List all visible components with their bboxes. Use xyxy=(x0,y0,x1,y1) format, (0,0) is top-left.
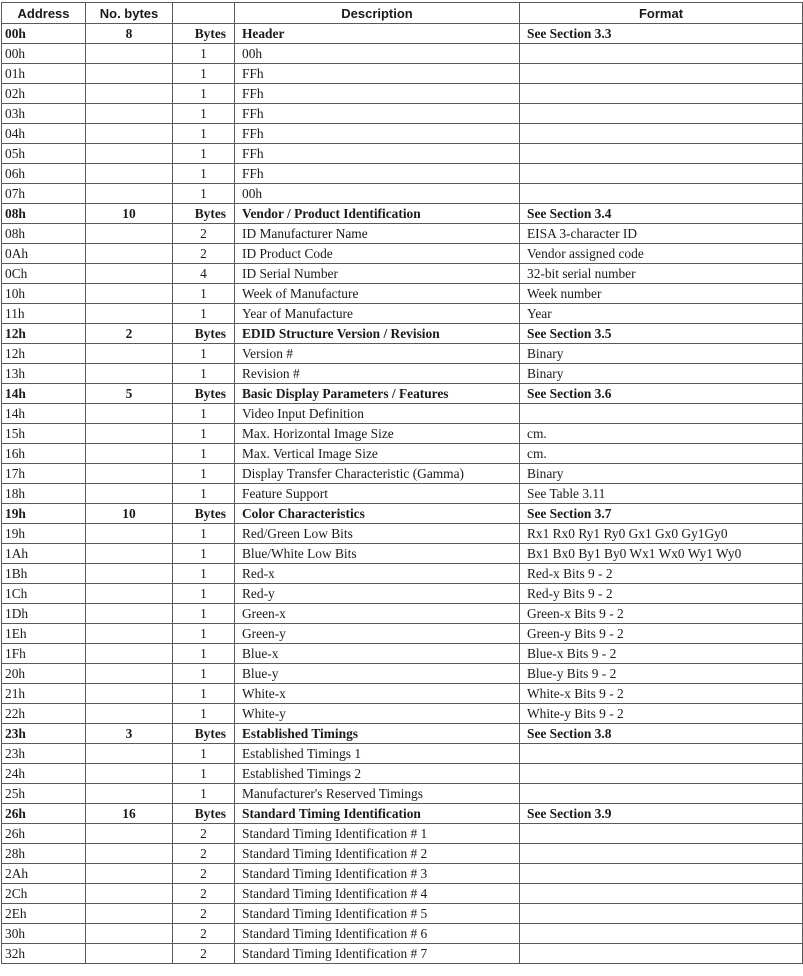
cell-format xyxy=(520,764,803,784)
cell-format xyxy=(520,884,803,904)
cell-address: 14h xyxy=(2,404,86,424)
cell-unit: 2 xyxy=(173,844,235,864)
cell-format: EISA 3-character ID xyxy=(520,224,803,244)
cell-description: White-y xyxy=(235,704,520,724)
cell-format xyxy=(520,184,803,204)
header-format: Format xyxy=(520,3,803,24)
cell-description: Red/Green Low Bits xyxy=(235,524,520,544)
cell-no-bytes: 8 xyxy=(86,24,173,44)
cell-format: See Section 3.6 xyxy=(520,384,803,404)
cell-address: 1Bh xyxy=(2,564,86,584)
cell-format: Binary xyxy=(520,464,803,484)
table-row xyxy=(2,904,803,924)
header-description: Description xyxy=(235,3,520,24)
cell-format xyxy=(520,84,803,104)
cell-unit: Bytes xyxy=(173,724,235,744)
cell-no-bytes xyxy=(86,624,173,644)
cell-address: 00h xyxy=(2,24,86,44)
cell-address: 1Fh xyxy=(2,644,86,664)
cell-no-bytes xyxy=(86,244,173,264)
table-row xyxy=(2,764,803,784)
cell-unit: 1 xyxy=(173,644,235,664)
cell-address: 26h xyxy=(2,804,86,824)
cell-unit: 1 xyxy=(173,124,235,144)
cell-description: Max. Horizontal Image Size xyxy=(235,424,520,444)
cell-description: Vendor / Product Identification xyxy=(235,204,520,224)
table-row xyxy=(2,224,803,244)
cell-no-bytes xyxy=(86,604,173,624)
cell-unit: 1 xyxy=(173,444,235,464)
cell-description: Feature Support xyxy=(235,484,520,504)
table-row xyxy=(2,164,803,184)
table-row xyxy=(2,604,803,624)
table-row xyxy=(2,344,803,364)
cell-description: Blue/White Low Bits xyxy=(235,544,520,564)
cell-no-bytes xyxy=(86,744,173,764)
cell-unit: 2 xyxy=(173,944,235,964)
cell-address: 2Ch xyxy=(2,884,86,904)
cell-unit: 2 xyxy=(173,904,235,924)
cell-description: FFh xyxy=(235,104,520,124)
cell-description: ID Manufacturer Name xyxy=(235,224,520,244)
cell-unit: Bytes xyxy=(173,204,235,224)
table-row xyxy=(2,784,803,804)
cell-format xyxy=(520,844,803,864)
cell-unit: Bytes xyxy=(173,324,235,344)
cell-description: Established Timings 1 xyxy=(235,744,520,764)
table-row xyxy=(2,64,803,84)
cell-format xyxy=(520,144,803,164)
table-row xyxy=(2,404,803,424)
table-row xyxy=(2,264,803,284)
cell-unit: 1 xyxy=(173,624,235,644)
cell-address: 04h xyxy=(2,124,86,144)
group-header-row xyxy=(2,384,803,404)
cell-unit: 1 xyxy=(173,164,235,184)
table-row xyxy=(2,284,803,304)
cell-address: 0Ah xyxy=(2,244,86,264)
cell-unit: 1 xyxy=(173,684,235,704)
cell-format: See Section 3.7 xyxy=(520,504,803,524)
cell-unit: 1 xyxy=(173,604,235,624)
cell-unit: 1 xyxy=(173,104,235,124)
cell-address: 08h xyxy=(2,224,86,244)
table-row xyxy=(2,44,803,64)
cell-address: 13h xyxy=(2,364,86,384)
group-header-row xyxy=(2,24,803,44)
cell-format: Binary xyxy=(520,364,803,384)
cell-format: Red-x Bits 9 - 2 xyxy=(520,564,803,584)
cell-address: 22h xyxy=(2,704,86,724)
cell-description: FFh xyxy=(235,124,520,144)
cell-format xyxy=(520,64,803,84)
cell-address: 05h xyxy=(2,144,86,164)
cell-description: Standard Timing Identification xyxy=(235,804,520,824)
cell-unit: 1 xyxy=(173,704,235,724)
cell-no-bytes xyxy=(86,544,173,564)
cell-address: 2Eh xyxy=(2,904,86,924)
cell-format: Green-x Bits 9 - 2 xyxy=(520,604,803,624)
cell-format: cm. xyxy=(520,444,803,464)
table-row xyxy=(2,364,803,384)
cell-description: Year of Manufacture xyxy=(235,304,520,324)
cell-unit: 1 xyxy=(173,364,235,384)
cell-format: Year xyxy=(520,304,803,324)
cell-description: Established Timings 2 xyxy=(235,764,520,784)
table-row xyxy=(2,704,803,724)
cell-no-bytes xyxy=(86,44,173,64)
cell-no-bytes xyxy=(86,944,173,964)
table-row xyxy=(2,684,803,704)
cell-unit: 2 xyxy=(173,884,235,904)
cell-format: White-x Bits 9 - 2 xyxy=(520,684,803,704)
cell-description: Color Characteristics xyxy=(235,504,520,524)
cell-no-bytes xyxy=(86,304,173,324)
cell-no-bytes xyxy=(86,104,173,124)
cell-no-bytes xyxy=(86,64,173,84)
cell-no-bytes xyxy=(86,124,173,144)
cell-description: EDID Structure Version / Revision xyxy=(235,324,520,344)
cell-format xyxy=(520,164,803,184)
cell-format xyxy=(520,864,803,884)
cell-unit: 1 xyxy=(173,744,235,764)
cell-no-bytes xyxy=(86,564,173,584)
cell-description: Red-y xyxy=(235,584,520,604)
table-row xyxy=(2,824,803,844)
cell-unit: 1 xyxy=(173,404,235,424)
cell-description: Standard Timing Identification # 6 xyxy=(235,924,520,944)
cell-description: Green-y xyxy=(235,624,520,644)
cell-no-bytes xyxy=(86,364,173,384)
cell-no-bytes xyxy=(86,484,173,504)
cell-format: Vendor assigned code xyxy=(520,244,803,264)
cell-description: Revision # xyxy=(235,364,520,384)
cell-format xyxy=(520,404,803,424)
cell-format xyxy=(520,744,803,764)
cell-address: 19h xyxy=(2,504,86,524)
cell-description: Standard Timing Identification # 1 xyxy=(235,824,520,844)
cell-description: Manufacturer's Reserved Timings xyxy=(235,784,520,804)
cell-no-bytes xyxy=(86,84,173,104)
cell-address: 16h xyxy=(2,444,86,464)
cell-address: 32h xyxy=(2,944,86,964)
cell-unit: 1 xyxy=(173,784,235,804)
cell-address: 17h xyxy=(2,464,86,484)
cell-address: 1Ch xyxy=(2,584,86,604)
cell-no-bytes xyxy=(86,224,173,244)
cell-unit: 1 xyxy=(173,304,235,324)
table-row xyxy=(2,444,803,464)
cell-address: 12h xyxy=(2,324,86,344)
cell-address: 21h xyxy=(2,684,86,704)
cell-format: Rx1 Rx0 Ry1 Ry0 Gx1 Gx0 Gy1Gy0 xyxy=(520,524,803,544)
header-no-bytes: No. bytes xyxy=(86,3,173,24)
cell-description: White-x xyxy=(235,684,520,704)
table-row xyxy=(2,624,803,644)
cell-format xyxy=(520,824,803,844)
cell-format: Blue-y Bits 9 - 2 xyxy=(520,664,803,684)
table-row xyxy=(2,84,803,104)
cell-no-bytes xyxy=(86,764,173,784)
cell-description: FFh xyxy=(235,164,520,184)
group-header-row xyxy=(2,324,803,344)
table-row xyxy=(2,544,803,564)
table-row xyxy=(2,664,803,684)
cell-description: FFh xyxy=(235,84,520,104)
cell-no-bytes: 3 xyxy=(86,724,173,744)
cell-description: Blue-y xyxy=(235,664,520,684)
cell-address: 14h xyxy=(2,384,86,404)
cell-address: 20h xyxy=(2,664,86,684)
cell-no-bytes xyxy=(86,284,173,304)
table-row xyxy=(2,144,803,164)
cell-address: 19h xyxy=(2,524,86,544)
cell-unit: 1 xyxy=(173,44,235,64)
cell-address: 1Ah xyxy=(2,544,86,564)
table-row xyxy=(2,424,803,444)
cell-format: See Section 3.3 xyxy=(520,24,803,44)
cell-unit: 1 xyxy=(173,184,235,204)
header-unit xyxy=(173,3,235,24)
table-row xyxy=(2,124,803,144)
cell-unit: 2 xyxy=(173,924,235,944)
cell-address: 02h xyxy=(2,84,86,104)
cell-format: See Section 3.5 xyxy=(520,324,803,344)
cell-description: Green-x xyxy=(235,604,520,624)
cell-address: 2Ah xyxy=(2,864,86,884)
cell-address: 18h xyxy=(2,484,86,504)
cell-address: 15h xyxy=(2,424,86,444)
table-body xyxy=(2,24,803,964)
cell-no-bytes xyxy=(86,864,173,884)
cell-no-bytes: 5 xyxy=(86,384,173,404)
cell-address: 24h xyxy=(2,764,86,784)
cell-format xyxy=(520,924,803,944)
cell-no-bytes: 2 xyxy=(86,324,173,344)
cell-address: 25h xyxy=(2,784,86,804)
cell-unit: Bytes xyxy=(173,24,235,44)
cell-description: Display Transfer Characteristic (Gamma) xyxy=(235,464,520,484)
cell-unit: 1 xyxy=(173,64,235,84)
cell-no-bytes xyxy=(86,704,173,724)
table-row xyxy=(2,844,803,864)
cell-unit: 1 xyxy=(173,484,235,504)
cell-unit: 1 xyxy=(173,584,235,604)
cell-format: See Section 3.4 xyxy=(520,204,803,224)
cell-no-bytes xyxy=(86,684,173,704)
cell-description: Blue-x xyxy=(235,644,520,664)
table-row xyxy=(2,644,803,664)
cell-no-bytes: 10 xyxy=(86,204,173,224)
cell-no-bytes xyxy=(86,904,173,924)
table-row xyxy=(2,304,803,324)
cell-address: 07h xyxy=(2,184,86,204)
cell-format xyxy=(520,784,803,804)
table-row xyxy=(2,924,803,944)
cell-no-bytes xyxy=(86,844,173,864)
cell-unit: 1 xyxy=(173,84,235,104)
cell-no-bytes xyxy=(86,164,173,184)
cell-format xyxy=(520,904,803,924)
cell-unit: 1 xyxy=(173,344,235,364)
table-row xyxy=(2,104,803,124)
cell-format: See Section 3.9 xyxy=(520,804,803,824)
cell-address: 10h xyxy=(2,284,86,304)
table-row xyxy=(2,524,803,544)
table-row xyxy=(2,184,803,204)
cell-no-bytes xyxy=(86,264,173,284)
cell-description: 00h xyxy=(235,44,520,64)
cell-unit: 2 xyxy=(173,244,235,264)
cell-description: Basic Display Parameters / Features xyxy=(235,384,520,404)
cell-format: Binary xyxy=(520,344,803,364)
group-header-row xyxy=(2,204,803,224)
cell-description: Video Input Definition xyxy=(235,404,520,424)
cell-description: ID Serial Number xyxy=(235,264,520,284)
cell-no-bytes xyxy=(86,524,173,544)
cell-no-bytes xyxy=(86,464,173,484)
cell-no-bytes xyxy=(86,144,173,164)
cell-unit: 2 xyxy=(173,864,235,884)
cell-no-bytes xyxy=(86,444,173,464)
table-row xyxy=(2,944,803,964)
cell-description: 00h xyxy=(235,184,520,204)
cell-unit: 1 xyxy=(173,424,235,444)
table-row xyxy=(2,464,803,484)
edid-structure-table xyxy=(1,2,803,964)
cell-address: 23h xyxy=(2,724,86,744)
cell-no-bytes: 16 xyxy=(86,804,173,824)
cell-description: Header xyxy=(235,24,520,44)
cell-address: 11h xyxy=(2,304,86,324)
cell-unit: 2 xyxy=(173,224,235,244)
table-row xyxy=(2,244,803,264)
cell-unit: 1 xyxy=(173,144,235,164)
cell-format xyxy=(520,124,803,144)
cell-unit: 1 xyxy=(173,284,235,304)
cell-no-bytes xyxy=(86,584,173,604)
cell-no-bytes: 10 xyxy=(86,504,173,524)
cell-unit: 1 xyxy=(173,564,235,584)
cell-description: Established Timings xyxy=(235,724,520,744)
cell-no-bytes xyxy=(86,404,173,424)
cell-description: FFh xyxy=(235,64,520,84)
cell-address: 08h xyxy=(2,204,86,224)
cell-description: Standard Timing Identification # 4 xyxy=(235,884,520,904)
cell-description: FFh xyxy=(235,144,520,164)
cell-address: 30h xyxy=(2,924,86,944)
cell-format: cm. xyxy=(520,424,803,444)
cell-unit: Bytes xyxy=(173,384,235,404)
cell-format: Blue-x Bits 9 - 2 xyxy=(520,644,803,664)
cell-format: Week number xyxy=(520,284,803,304)
cell-unit: 1 xyxy=(173,764,235,784)
group-header-row xyxy=(2,504,803,524)
cell-format: See Table 3.11 xyxy=(520,484,803,504)
cell-no-bytes xyxy=(86,664,173,684)
cell-description: Red-x xyxy=(235,564,520,584)
cell-format: White-y Bits 9 - 2 xyxy=(520,704,803,724)
cell-format: Bx1 Bx0 By1 By0 Wx1 Wx0 Wy1 Wy0 xyxy=(520,544,803,564)
cell-address: 0Ch xyxy=(2,264,86,284)
cell-address: 06h xyxy=(2,164,86,184)
cell-no-bytes xyxy=(86,184,173,204)
cell-format xyxy=(520,944,803,964)
cell-no-bytes xyxy=(86,784,173,804)
cell-unit: 1 xyxy=(173,664,235,684)
cell-description: Week of Manufacture xyxy=(235,284,520,304)
cell-address: 28h xyxy=(2,844,86,864)
cell-description: Standard Timing Identification # 2 xyxy=(235,844,520,864)
cell-address: 26h xyxy=(2,824,86,844)
cell-unit: 1 xyxy=(173,524,235,544)
cell-address: 1Dh xyxy=(2,604,86,624)
cell-description: Standard Timing Identification # 5 xyxy=(235,904,520,924)
table-row xyxy=(2,564,803,584)
cell-unit: Bytes xyxy=(173,804,235,824)
cell-unit: 1 xyxy=(173,464,235,484)
cell-address: 1Eh xyxy=(2,624,86,644)
cell-unit: Bytes xyxy=(173,504,235,524)
header-address: Address xyxy=(2,3,86,24)
cell-no-bytes xyxy=(86,344,173,364)
cell-address: 23h xyxy=(2,744,86,764)
cell-unit: 2 xyxy=(173,824,235,844)
cell-no-bytes xyxy=(86,824,173,844)
cell-format xyxy=(520,104,803,124)
cell-unit: 4 xyxy=(173,264,235,284)
table-row xyxy=(2,744,803,764)
cell-unit: 1 xyxy=(173,544,235,564)
header-row xyxy=(2,3,803,24)
cell-address: 01h xyxy=(2,64,86,84)
cell-format: Green-y Bits 9 - 2 xyxy=(520,624,803,644)
cell-address: 00h xyxy=(2,44,86,64)
cell-format: 32-bit serial number xyxy=(520,264,803,284)
table-header xyxy=(2,3,803,24)
table-row xyxy=(2,584,803,604)
table-row xyxy=(2,864,803,884)
group-header-row xyxy=(2,804,803,824)
cell-description: Standard Timing Identification # 7 xyxy=(235,944,520,964)
cell-description: Max. Vertical Image Size xyxy=(235,444,520,464)
table-row xyxy=(2,484,803,504)
cell-description: Version # xyxy=(235,344,520,364)
cell-format: See Section 3.8 xyxy=(520,724,803,744)
cell-format xyxy=(520,44,803,64)
cell-format: Red-y Bits 9 - 2 xyxy=(520,584,803,604)
cell-no-bytes xyxy=(86,424,173,444)
cell-description: ID Product Code xyxy=(235,244,520,264)
cell-no-bytes xyxy=(86,644,173,664)
cell-description: Standard Timing Identification # 3 xyxy=(235,864,520,884)
cell-address: 12h xyxy=(2,344,86,364)
group-header-row xyxy=(2,724,803,744)
cell-address: 03h xyxy=(2,104,86,124)
cell-no-bytes xyxy=(86,924,173,944)
table-row xyxy=(2,884,803,904)
cell-no-bytes xyxy=(86,884,173,904)
